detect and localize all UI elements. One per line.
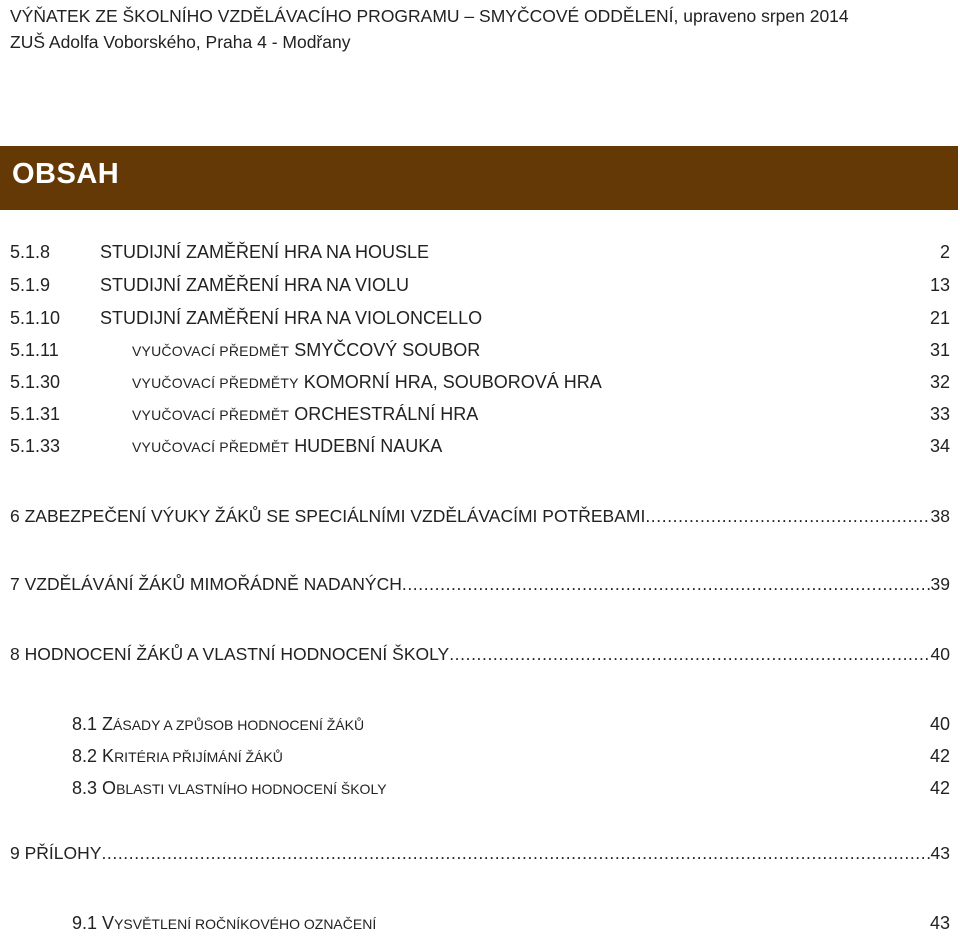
contents-title: OBSAH [12, 158, 120, 190]
toc-subsection[interactable] [72, 910, 950, 938]
toc-main-section[interactable] [10, 506, 950, 534]
toc-entry-number: 5.1.30 [10, 372, 61, 392]
toc-entry-title-text: STUDIJNÍ ZAMĚŘENÍ HRA NA HOUSLE [100, 242, 430, 262]
toc-subsection-page: 42 [929, 778, 950, 798]
toc-entry-number: 5.1.31 [10, 404, 61, 424]
toc-entry-number: 5.1.10 [10, 308, 61, 328]
toc-entry-title [100, 275, 409, 296]
toc-entry[interactable] [10, 239, 950, 267]
toc-subsection-rest: BLASTI VLASTNÍHO HODNOCENÍ ŠKOLY [116, 781, 387, 797]
toc-entry-page: 34 [929, 436, 950, 456]
toc-entry-page: 32 [929, 372, 950, 392]
toc-entry[interactable] [10, 433, 950, 461]
toc-subsection-page: 43 [929, 913, 950, 933]
toc-entry-title [100, 308, 482, 329]
toc-entry-title [132, 404, 478, 425]
toc-entry-title-text: KOMORNÍ HRA, SOUBOROVÁ HRA [303, 372, 602, 392]
toc-entry[interactable] [10, 337, 950, 365]
toc-main-section-label: 8 HODNOCENÍ ŽÁKŮ A VLASTNÍ HODNOCENÍ ŠKOLY [10, 644, 450, 664]
toc-main-section-page: 39 [930, 574, 950, 594]
toc-subsection-page: 40 [929, 714, 950, 734]
toc-entry-number: 5.1.11 [10, 340, 59, 360]
toc-entry-page: 33 [929, 404, 950, 424]
toc-entry-title-text: STUDIJNÍ ZAMĚŘENÍ HRA NA VIOLU [100, 275, 410, 295]
dot-leader [101, 843, 930, 864]
header-line-1: VÝŇATEK ZE ŠKOLNÍHO VZDĚLÁVACÍHO PROGRAMU – SMYČCOVÉ ODDĚLENÍ, upraveno srpen 2014 [10, 6, 849, 26]
toc-entry-prefix: VYUČOVACÍ PŘEDMĚT [132, 439, 290, 455]
toc-subsection-page: 42 [929, 746, 950, 766]
toc-main-section[interactable] [10, 644, 950, 672]
toc-subsection-initial: Z [102, 714, 114, 734]
toc-entry[interactable] [10, 369, 950, 397]
toc-subsection-initial: O [102, 778, 117, 798]
toc-entry-page: 31 [929, 340, 950, 360]
toc-subsection-label [72, 714, 364, 735]
toc-entry-title [132, 436, 442, 457]
toc-subsection-rest: ÁSADY A ZPŮSOB HODNOCENÍ ŽÁKŮ [113, 717, 365, 733]
toc-entry-number: 5.1.33 [10, 436, 61, 456]
toc-subsection[interactable] [72, 775, 950, 803]
toc-entry-number: 5.1.8 [10, 242, 51, 262]
toc-entry-title [132, 340, 480, 361]
document-header [10, 3, 849, 55]
toc-entry-page: 2 [939, 242, 950, 262]
toc-entry-prefix: VYUČOVACÍ PŘEDMĚTY [132, 375, 299, 391]
toc-subsection[interactable] [72, 743, 950, 771]
toc-main-section-label: 7 VZDĚLÁVÁNÍ ŽÁKŮ MIMOŘÁDNĚ NADANÝCH [10, 574, 402, 594]
toc-entry-prefix: VYUČOVACÍ PŘEDMĚT [132, 407, 290, 423]
toc-subsection-initial: V [102, 913, 115, 933]
header-line-2: ZUŠ Adolfa Voborského, Praha 4 - Modřany [10, 32, 351, 52]
toc-entry-title-text: HUDEBNÍ NAUKA [294, 436, 443, 456]
contents-title-bar [0, 146, 958, 210]
toc-entry-title [132, 372, 602, 393]
toc-subsection-number: 9.1 [72, 913, 98, 933]
toc-subsection-number: 8.2 [72, 746, 98, 766]
dot-leader [449, 644, 930, 665]
toc-subsection-label [72, 746, 283, 767]
toc-entry-title-text: STUDIJNÍ ZAMĚŘENÍ HRA NA VIOLONCELLO [100, 308, 483, 328]
dot-leader [645, 506, 930, 527]
toc-subsection-rest: RITÉRIA PŘIJÍMÁNÍ ŽÁKŮ [114, 749, 283, 765]
toc-main-section[interactable] [10, 574, 950, 602]
dot-leader [402, 574, 931, 595]
toc-entry[interactable] [10, 305, 950, 333]
toc-entry-title [100, 242, 429, 263]
toc-entry-page: 13 [929, 275, 950, 295]
toc-main-section-label: 9 PŘÍLOHY [10, 843, 102, 863]
toc-entry[interactable] [10, 401, 950, 429]
toc-entry-page: 21 [929, 308, 950, 328]
toc-main-section[interactable] [10, 843, 950, 871]
toc-entry-prefix: VYUČOVACÍ PŘEDMĚT [132, 343, 290, 359]
toc-main-section-page: 38 [930, 506, 950, 526]
toc-entry-title-text: SMYČCOVÝ SOUBOR [294, 340, 481, 360]
toc-main-section-page: 40 [930, 644, 950, 664]
toc-main-section-label: 6 ZABEZPEČENÍ VÝUKY ŽÁKŮ SE SPECIÁLNÍMI VZDĚLÁVACÍMI POTŘEBAMI [10, 506, 646, 526]
toc-subsection-number: 8.1 [72, 714, 98, 734]
toc-main-section-page: 43 [930, 843, 950, 863]
toc-entry-title-text: ORCHESTRÁLNÍ HRA [294, 404, 479, 424]
toc-subsection[interactable] [72, 711, 950, 739]
toc-subsection-rest: YSVĚTLENÍ ROČNÍKOVÉHO OZNAČENÍ [114, 916, 377, 932]
toc-entry-number: 5.1.9 [10, 275, 51, 295]
toc-subsection-initial: K [102, 746, 115, 766]
toc-subsection-label [72, 913, 376, 934]
toc-entry[interactable] [10, 272, 950, 300]
toc-subsection-label [72, 778, 387, 799]
toc-subsection-number: 8.3 [72, 778, 98, 798]
